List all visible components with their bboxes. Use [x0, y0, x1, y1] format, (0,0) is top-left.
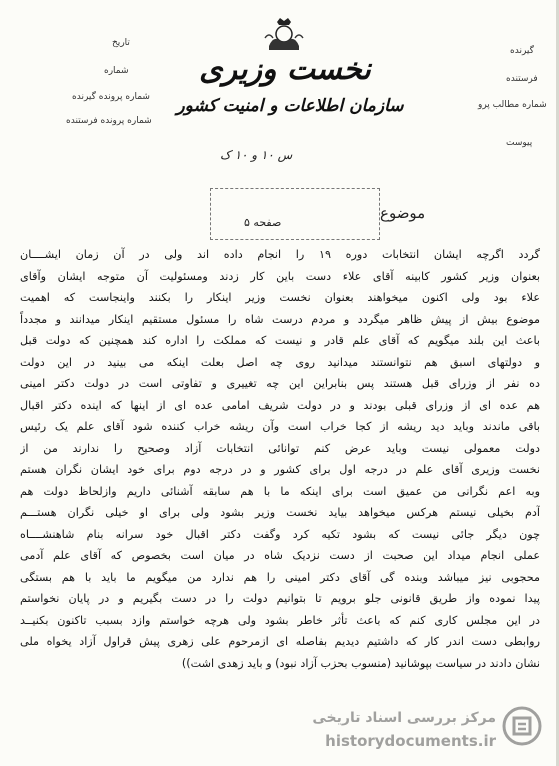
- body-line: بعنوان وزیر کشور کابینه آقای علاء دست باین کار زدند ومسئولیت آن متوجه ایشان وآقای: [20, 269, 540, 283]
- body-line: عملی انجام میداد این صحبت از دست نزدیک شاه در میان است بخصوص که آقای علم آدمی: [20, 549, 540, 562]
- body-line: در این مجلس کاری کنم که باعث تأثر خاطر بشود ولی هرچه خواستم وازد بسبب تاکنون بکنیــد: [20, 613, 540, 627]
- number-field: شماره: [104, 66, 129, 76]
- body-line: محجوبی نیز میباشد وبنده گی آقای دکتر امینی را هم ندارد من میگویم ما باید با هم بستگی: [20, 570, 540, 584]
- body-line: وبه اعم نگرانی من عمیق است برای اینکه ما با هم سابقه آشنائی داریم وازلحاظ دولت هم: [20, 484, 540, 498]
- body-line: آدم بخیلی نیستم هرکس میخواهد بیاید نخست وزیر بشود ولی برای او خیلی نگران هستـــم: [20, 506, 540, 519]
- body-line: باعث این بلند میگویم که آقای علم قادر و نیست که مملکت را اداره کند همچنین که دولت قبل: [20, 334, 540, 347]
- body-line: پیدا نموده واز طریق قانونی جلو برویم تا بتوانیم دولت را در دست بگیریم و در پایان نخواستم: [20, 592, 540, 605]
- archive-watermark: [268, 706, 542, 760]
- body-line: چون دیگر جائی نیست که بشود تکیه کرد وگفت دکتر اقبال خود سرانه بنام شاهنشــــاه: [20, 527, 540, 541]
- body-line: ده نفر از وزرای قبل هستند پس بنابراین این چه تغییری و تفاوتی است در دولت دکتر امینی: [20, 377, 540, 390]
- body-line: باقی ماندند وباید دید ریشه از کجا خراب است وآن ریشه خراب کننده شود آقای علم یک رئیس: [20, 420, 540, 433]
- subject-label: موضوع: [380, 204, 426, 222]
- subject-stamp-box: [210, 188, 380, 240]
- body-line: نشان دادند در سیاست بپوشانید (منسوب بحزب آزاد نبود) و باید زهدی اشت)): [181, 656, 540, 670]
- archive-logo-icon: [502, 706, 542, 746]
- body-line: گردد اگرچه ایشان انتخابات دوره ۱۹ را انجام داده اند ولی در آن زمان ایشــــان: [20, 248, 540, 261]
- attachment-field: پیوست: [506, 138, 533, 148]
- sender-file-number-field: شماره پرونده فرستنده: [66, 116, 152, 126]
- body-line: موضوع بیش از پیش ظاهر میگردد و مردم درست شاه را مسئول مستقیم اینکار میدانند و مجدداً: [20, 312, 540, 326]
- watermark-text: مرکز بررسی اسناد تاریخی: [312, 710, 496, 726]
- watermark-url: historydocuments.ir: [325, 732, 496, 750]
- recipient-field: گیرنده: [510, 46, 534, 56]
- body-line: و دولتهای اسبق هم نتوانستند میدانید روی چه اصل بعلت اینکه می بینید در این دولت: [20, 355, 540, 369]
- reference-code: س ۱۰ و ۱۰ ک: [220, 148, 293, 162]
- lion-and-sun-emblem-icon: [263, 18, 305, 54]
- page-number: صفحه ۵: [244, 216, 282, 229]
- body-line: نخست وزیری آقای علم در درجه اول برای کشور و در درجه دوم برای خود ایشان نگران هستم: [20, 463, 540, 476]
- file-number-field: شماره مطالب پرو: [478, 100, 547, 110]
- letter-body: [20, 244, 540, 674]
- body-line: دولت معمولی نیست وباید عرض کنم توانائی انتخابات آزاد وصحیح را ندارند من از: [20, 441, 540, 455]
- body-line: هم عده ای از وزرای قبلی بودند و در دولت شریف امامی عده ای از اینها که اینده دکتر اقبال: [20, 398, 540, 412]
- body-line: روابطی دست اندر کار که داشتیم دیدیم بفاصله ای ازمرحوم علی زهری پیش قراول آزاد یخواه ملی: [20, 635, 540, 648]
- recipient-file-number-field: شماره پرونده گیرنده: [72, 92, 150, 102]
- date-field: تاریخ: [112, 38, 130, 48]
- body-line: علاء بود ولی اکنون میخواهند بعنوان نخست وزیر اینکار را بکنند واینجاست که اهمیت: [20, 291, 540, 304]
- organization-name: سازمان اطلاعات و امنیت کشور: [176, 96, 404, 116]
- sender-field: فرستنده: [506, 74, 538, 84]
- document-title: نخست وزیری: [199, 52, 371, 87]
